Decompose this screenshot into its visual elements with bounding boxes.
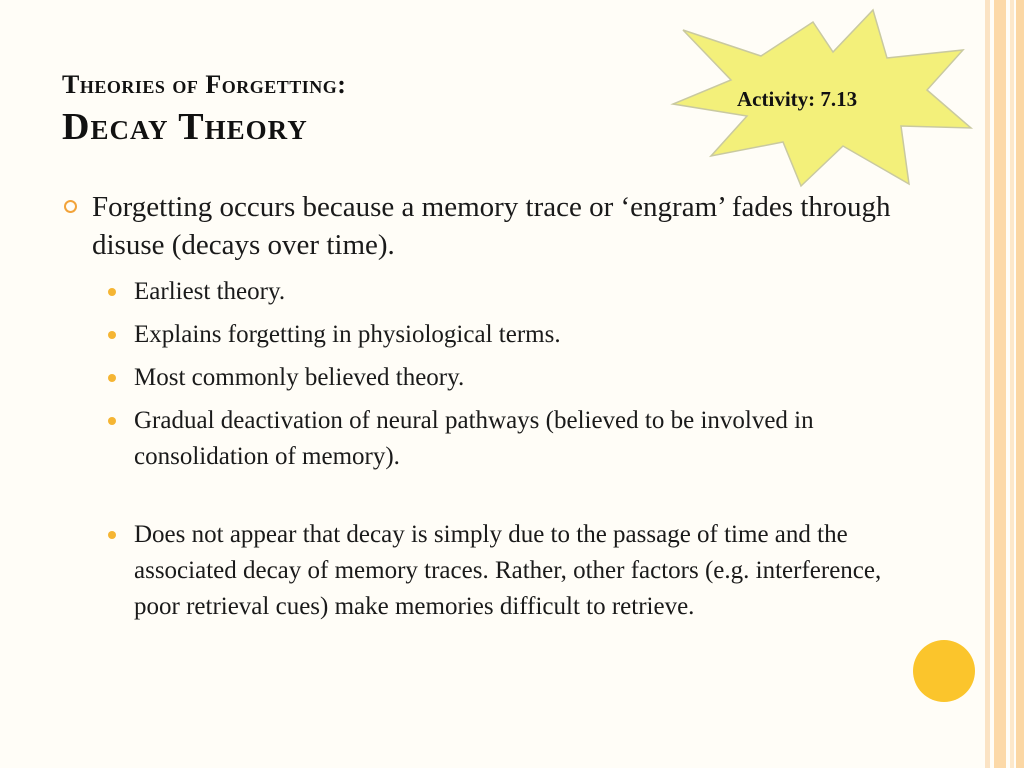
- dot-bullet-icon: [108, 531, 116, 539]
- stripe: [1010, 0, 1014, 768]
- decorative-circle: [913, 640, 975, 702]
- list-item: [64, 403, 924, 475]
- stripe: [985, 0, 990, 768]
- list-item: [64, 317, 924, 353]
- list-item-text: Does not appear that decay is simply due to the passage of time and the associated decay of memory traces. Rather, other factors (e.g. interference, poor retrieval cues) make memories difficult to retrieve.: [134, 521, 882, 620]
- list-item: [64, 274, 924, 310]
- list-item-text: Earliest theory.: [134, 278, 286, 305]
- list-item: [64, 360, 924, 396]
- dot-bullet-icon: [108, 331, 116, 339]
- list-item-text: Explains forgetting in physiological terms.: [134, 321, 561, 348]
- slide-body: [64, 188, 924, 632]
- slide-title: [62, 72, 346, 146]
- sub-point-list: [64, 274, 924, 625]
- main-point-text: Forgetting occurs because a memory trace or ‘engram’ fades through disuse (decays over time).: [92, 191, 891, 261]
- decorative-side-stripes: [980, 0, 1024, 768]
- list-item-text: Most commonly believed theory.: [134, 364, 465, 391]
- main-point: [64, 188, 924, 264]
- ring-bullet-icon: [64, 200, 77, 213]
- stripe: [994, 0, 1006, 768]
- title-line-1: Theories of Forgetting:: [62, 70, 347, 99]
- dot-bullet-icon: [108, 374, 116, 382]
- stripe: [1016, 0, 1024, 768]
- list-item-text: Gradual deactivation of neural pathways (believed to be involved in consolidation of memory).: [134, 407, 814, 470]
- dot-bullet-icon: [108, 417, 116, 425]
- activity-label: Activity: 7.13: [737, 87, 858, 111]
- list-item: [64, 517, 924, 625]
- dot-bullet-icon: [108, 288, 116, 296]
- title-line-2: Decay Theory: [62, 106, 308, 148]
